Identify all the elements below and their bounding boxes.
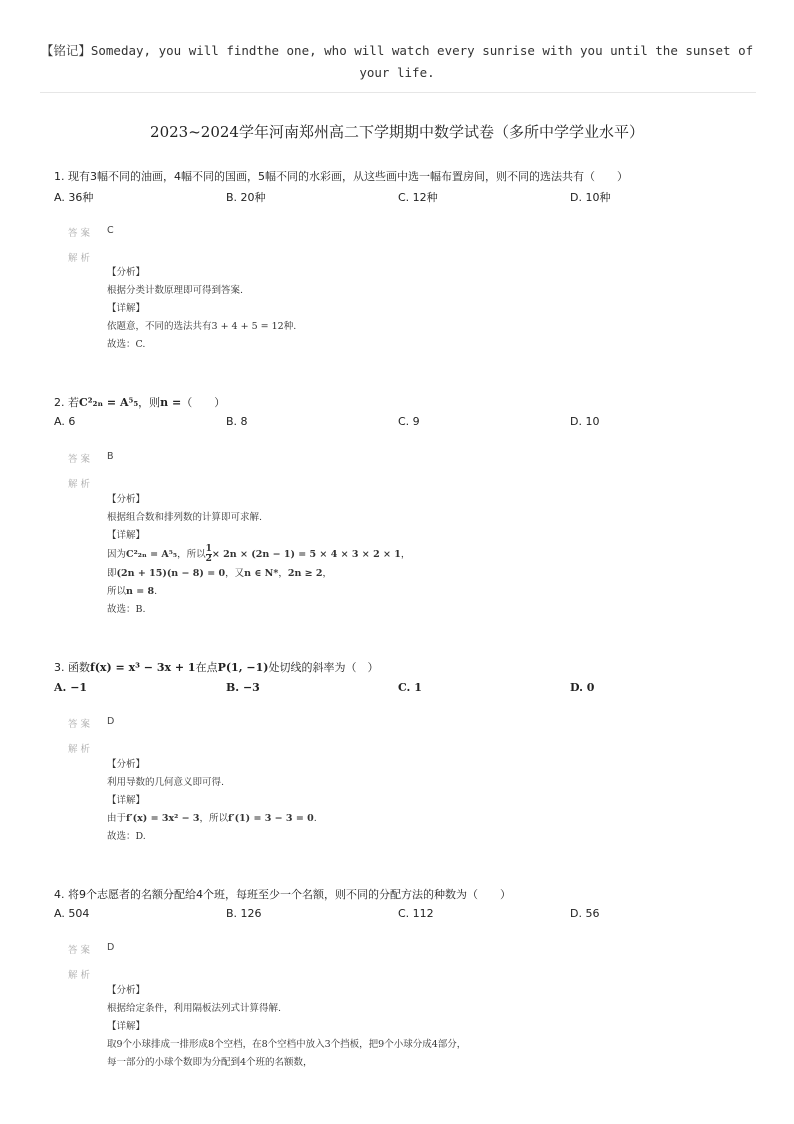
text: ，所以	[199, 813, 228, 824]
analysis-line: 【详解】	[107, 1021, 146, 1032]
analysis-label: 解析	[68, 479, 94, 490]
answer-value: D	[107, 942, 115, 953]
question-1-stem: 1. 现有3幅不同的油画，4幅不同的国画，5幅不同的水彩画，从这些画中选一幅布置房间，则不同的选法共有（ ）	[54, 170, 628, 183]
fraction-numerator: 1	[205, 544, 212, 554]
option-d[interactable]: D. 56	[570, 907, 600, 920]
math: f′(1) = 3 − 3 = 0	[227, 813, 314, 824]
motto-banner: 【铭记】Someday, you will findthe one, who will watch every sunrise with you until the sunset of your life.	[40, 43, 754, 80]
option-d[interactable]: D. 0	[570, 681, 595, 694]
answer-value: C	[107, 225, 114, 236]
stem-text: 在点	[195, 661, 218, 674]
analysis-line: 故选：B.	[107, 604, 146, 615]
question-3-stem	[54, 659, 378, 675]
analysis-line: 【详解】	[107, 303, 146, 314]
text: 所以	[107, 586, 127, 597]
question-4-stem: 4. 将9个志愿者的名额分配给4个班，每班至少一个名额，则不同的分配方法的种数为（ ）	[54, 888, 511, 901]
analysis-line: 依题意，不同的选法共有3 + 4 + 5 = 12种.	[107, 321, 297, 332]
stem-text: ，则	[138, 396, 161, 409]
answer-label: 答案	[68, 454, 94, 465]
analysis-label: 解析	[68, 253, 94, 264]
option-d[interactable]: D. 10	[570, 415, 600, 428]
stem-math: f(x) = x³ − 3x + 1	[90, 661, 196, 674]
text: 即	[107, 568, 117, 579]
analysis-line: 取9个小球排成一排形成8个空档，在8个空档中放入3个挡板，把9个小球分成4部分，	[107, 1039, 467, 1050]
stem-text: 3. 函数	[54, 661, 90, 674]
option-a[interactable]: A. 36种	[54, 191, 94, 204]
stem-math: P(1, −1)	[217, 661, 269, 674]
math: 2n ≥ 2	[287, 568, 323, 579]
answer-label: 答案	[68, 228, 94, 239]
analysis-line: 每一部分的小球个数即为分配到4个班的名额数，	[107, 1057, 313, 1068]
analysis-body	[107, 491, 747, 619]
analysis-label: 解析	[68, 744, 94, 755]
analysis-line: 【分析】	[107, 494, 146, 505]
stem-text: 处切线的斜率为（ ）	[268, 661, 379, 674]
analysis-label: 解析	[68, 970, 94, 981]
option-c[interactable]: C. 112	[398, 907, 434, 920]
option-c[interactable]: C. 12种	[398, 191, 438, 204]
answer-value: D	[107, 716, 115, 727]
math: × 2n × (2n − 1) = 5 × 4 × 3 × 2 × 1	[211, 549, 401, 560]
answer-label: 答案	[68, 945, 94, 956]
text: 由于	[107, 813, 127, 824]
exam-title: 2023~2024学年河南郑州高二下学期期中数学试卷（多所中学学业水平）	[150, 123, 644, 141]
analysis-body	[107, 264, 747, 354]
option-a[interactable]: A. −1	[54, 681, 88, 694]
answer-value: B	[107, 451, 114, 462]
stem-text: （ ）	[181, 396, 226, 409]
math: C²₂ₙ = A⁵₅	[126, 549, 178, 560]
option-b[interactable]: B. 8	[226, 415, 248, 428]
option-a[interactable]: A. 6	[54, 415, 76, 428]
header-divider	[40, 92, 756, 93]
analysis-line	[107, 565, 747, 583]
analysis-line: 【分析】	[107, 985, 146, 996]
text: 因为	[107, 549, 127, 560]
math: n ∈ N*	[244, 568, 279, 579]
text: .	[154, 586, 158, 597]
fraction-denominator: 2	[205, 554, 212, 564]
analysis-line: 【详解】	[107, 795, 146, 806]
math: n = 8	[126, 586, 155, 597]
analysis-line: 根据给定条件，利用隔板法列式计算得解.	[107, 1003, 282, 1014]
analysis-line: 【分析】	[107, 267, 146, 278]
option-b[interactable]: B. 20种	[226, 191, 266, 204]
option-a[interactable]: A. 504	[54, 907, 90, 920]
analysis-line: 根据分类计数原理即可得到答案.	[107, 285, 244, 296]
stem-text: 2. 若	[54, 396, 79, 409]
analysis-line: 利用导数的几何意义即可得.	[107, 777, 225, 788]
analysis-line: 【详解】	[107, 530, 146, 541]
question-2-stem	[54, 394, 225, 410]
text: ，	[322, 568, 333, 579]
option-b[interactable]: B. −3	[226, 681, 260, 694]
text: ，又	[225, 568, 245, 579]
option-c[interactable]: C. 9	[398, 415, 420, 428]
math: (2n + 15)(n − 8) = 0	[116, 568, 226, 579]
analysis-line	[107, 810, 747, 828]
analysis-line	[107, 545, 747, 565]
text: ，	[278, 568, 288, 579]
analysis-body	[107, 756, 747, 846]
option-b[interactable]: B. 126	[226, 907, 262, 920]
analysis-line: 故选：C.	[107, 339, 146, 350]
analysis-line: 【分析】	[107, 759, 146, 770]
text: .	[313, 813, 317, 824]
analysis-line: 根据组合数和排列数的计算即可求解.	[107, 512, 263, 523]
option-d[interactable]: D. 10种	[570, 191, 611, 204]
answer-label: 答案	[68, 719, 94, 730]
text: ，	[400, 549, 411, 560]
stem-math: C²₂ₙ = A⁵₅	[79, 396, 139, 409]
option-c[interactable]: C. 1	[398, 681, 422, 694]
analysis-line	[107, 583, 747, 601]
text: ，所以	[177, 549, 206, 560]
math: f′(x) = 3x² − 3	[126, 813, 200, 824]
analysis-body	[107, 982, 747, 1072]
analysis-line: 故选：D.	[107, 831, 146, 842]
stem-math: n =	[160, 396, 182, 409]
